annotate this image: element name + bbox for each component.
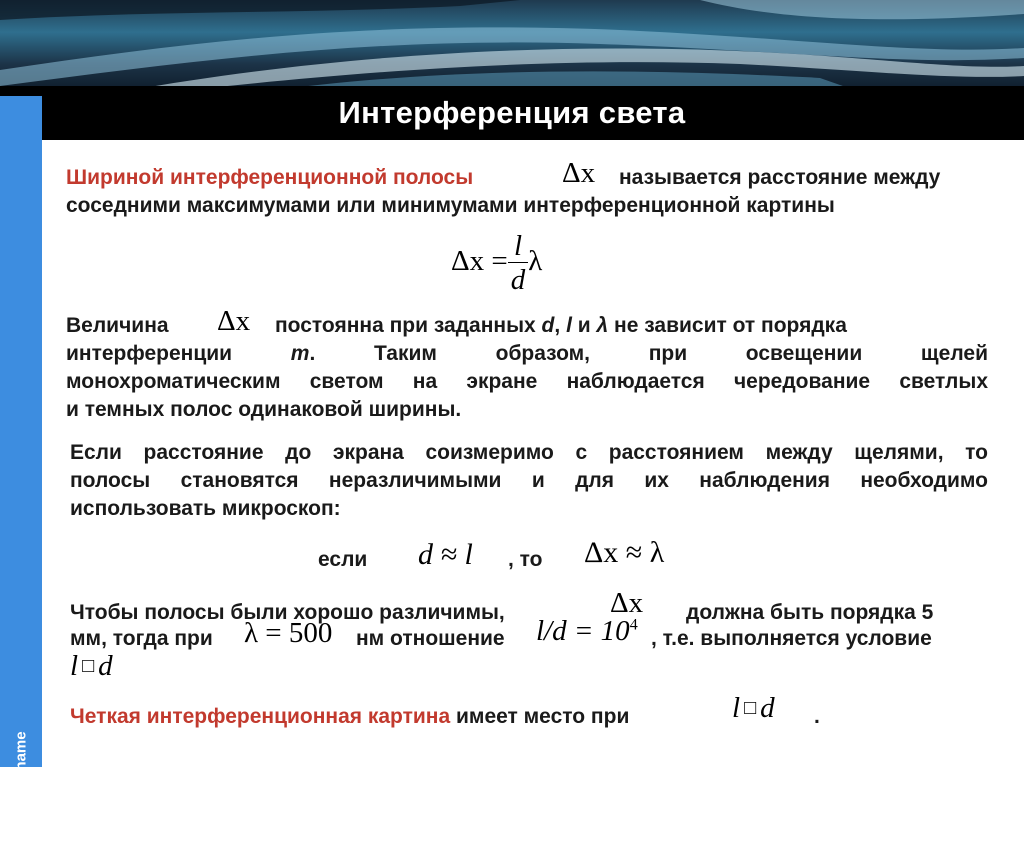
p2-var-d: d [541, 314, 555, 337]
formula-fringe-width [451, 228, 542, 297]
p3-line2: полосы становятся неразличимыми и для их наблюдения необходимо [70, 469, 988, 492]
p1-term: Шириной интерференционной полосы [66, 166, 474, 189]
p4-line2b: нм отношение [356, 627, 505, 650]
p2-line4: и темных полос одинаковой ширины. [66, 398, 462, 421]
p2-var-lambda: λ [596, 314, 609, 337]
formula-rhs: λ [528, 245, 543, 277]
p2-comma: , [554, 314, 561, 337]
p4-line2a: мм, тогда при [70, 627, 213, 650]
p4-dx-symbol: Δx [610, 587, 644, 619]
title-bar [0, 86, 1024, 140]
p2-var-l: l [566, 314, 572, 337]
company-name: company name [12, 731, 30, 841]
p1-dx-symbol: Δx [562, 157, 596, 189]
p4-cond-symbol: □ [82, 655, 95, 677]
p5-line [70, 703, 629, 731]
condition-expr-d-approx-l: d ≈ l [418, 538, 473, 571]
p2-word: Величина [66, 314, 169, 337]
p2-line1 [275, 312, 988, 340]
p2-line1-text: постоянна при заданных [275, 314, 536, 337]
p3-line1: Если расстояние до экрана соизмеримо с расстоянием между щелями, то [70, 441, 988, 464]
p4-cond-d: d [98, 650, 113, 682]
formula-lhs: Δx = [451, 245, 508, 277]
condition-expr-dx-approx-lambda: Δx ≈ λ [584, 536, 665, 569]
p4-ratio-expr [536, 615, 638, 648]
p4-ratio-exponent: 4 [629, 616, 638, 634]
p4-line1a: Чтобы полосы были хорошо различимы, [70, 601, 505, 624]
formula-denominator: d [510, 263, 526, 296]
p5-cond-d: d [760, 692, 775, 724]
p2-and: и [577, 314, 591, 337]
condition-if: если [318, 548, 368, 571]
p1-rest-line1: называется расстояние между [619, 166, 941, 189]
header-banner-image [0, 0, 1024, 92]
p4-cond-l: l [70, 650, 79, 682]
p2-line2 [66, 340, 988, 368]
p2-line2-end: . Таким образом, при освещении щелей [309, 342, 988, 365]
p2-line3: монохроматическим светом на экране наблюдается чередование светлых [66, 370, 988, 393]
p1-rest-line2: соседними максимумами или минимумами интерференционной картины [66, 194, 835, 217]
p4-lambda-expr: λ = 500 [244, 617, 333, 649]
p5-cond-l: l [732, 692, 741, 724]
p5-text: имеет место при [456, 705, 630, 728]
p5-condition [732, 692, 775, 725]
formula-numerator: l [508, 230, 529, 263]
p4-condition [70, 650, 113, 683]
p4-line1b: должна быть порядка 5 [686, 601, 934, 624]
p5-red-term: Четкая интерференционная картина [70, 705, 451, 728]
left-sidebar [0, 96, 42, 841]
p2-line1-end: не зависит от порядка [614, 314, 847, 337]
formula-fraction [508, 230, 529, 297]
p3-line3: использовать микроскоп: [70, 497, 341, 520]
p5-cond-symbol: □ [744, 697, 757, 719]
condition-then: , то [508, 548, 543, 571]
p4-ratio-base: l/d = 10 [536, 615, 630, 647]
p2-dx-symbol: Δx [217, 305, 251, 337]
p2-line2-start: интерференции [66, 342, 233, 365]
p5-period: . [814, 705, 820, 728]
p4-line2c: , т.е. выполняется условие [651, 627, 932, 650]
p2-var-m: m [290, 342, 310, 365]
slide-title: Интерференция света [338, 95, 686, 130]
